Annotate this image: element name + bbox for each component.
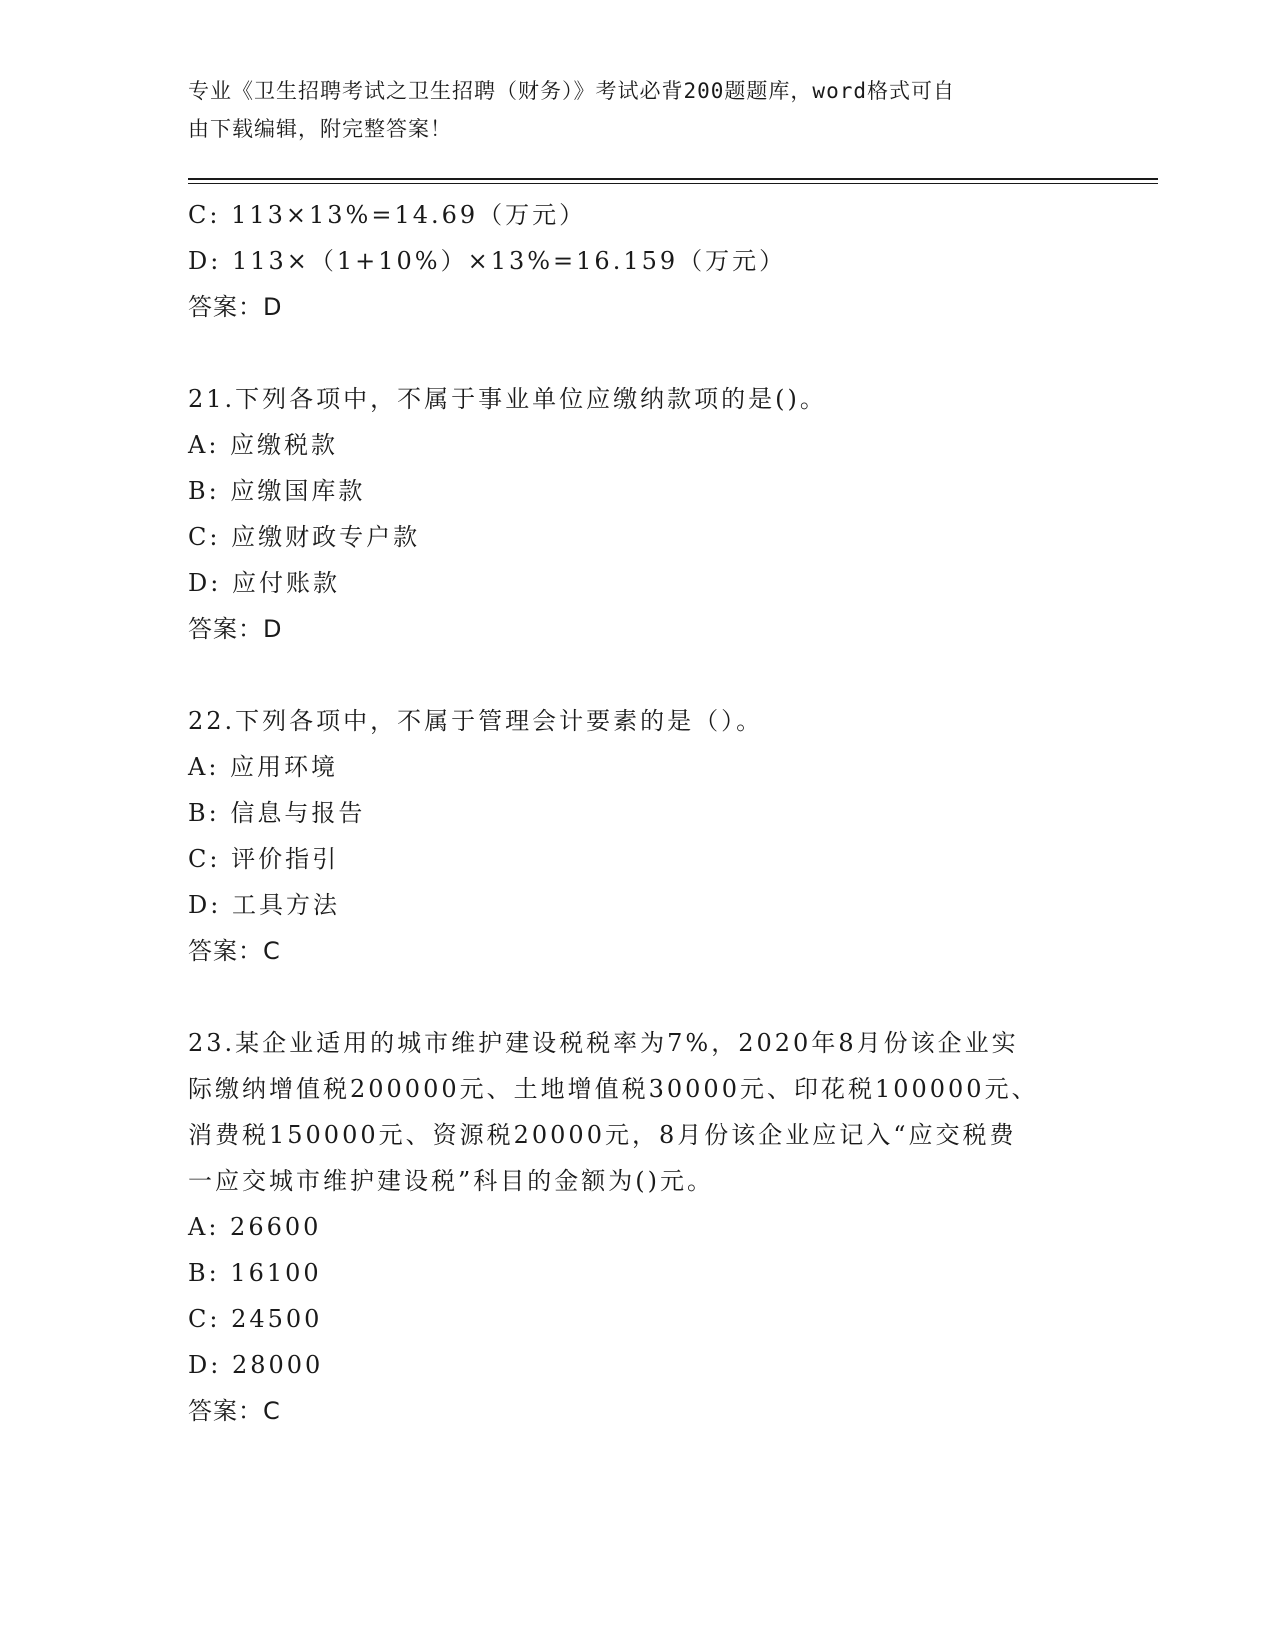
document-header [188, 72, 1068, 148]
answer-line: 答案：D [188, 615, 283, 643]
option-b: B: 信息与报告 [188, 799, 366, 827]
question-block-21 [188, 376, 1068, 652]
question-text-line-3: 消费税150000元、资源税20000元，8月份该企业应记入“应交税费 [188, 1121, 1017, 1149]
question-block-22 [188, 698, 1068, 974]
option-a: A: 应用环境 [188, 753, 339, 781]
answer-line: 答案：C [188, 937, 281, 965]
spacer [188, 652, 1068, 698]
question-list [188, 192, 1068, 1434]
option-c: C: 113×13%=14.69（万元） [188, 201, 587, 229]
answer-line: 答案：C [188, 1397, 281, 1425]
header-divider-thin [188, 183, 1158, 184]
question-text-line-1: 23.某企业适用的城市维护建设税税率为7%，2020年8月份该企业实 [188, 1029, 1019, 1057]
option-a: A: 26600 [188, 1213, 322, 1241]
option-c: C: 应缴财政专户款 [188, 523, 421, 551]
option-b: B: 应缴国库款 [188, 477, 366, 505]
spacer [188, 330, 1068, 376]
header-line-2: 由下载编辑，附完整答案！ [188, 117, 452, 141]
option-b: B: 16100 [188, 1259, 322, 1287]
header-line-1: 专业《卫生招聘考试之卫生招聘（财务）》考试必背200题题库，word格式可自 [188, 79, 955, 103]
question-block-prev [188, 192, 1068, 330]
option-a: A: 应缴税款 [188, 431, 339, 459]
spacer [188, 974, 1068, 1020]
option-c: C: 24500 [188, 1305, 323, 1333]
header-divider-thick [188, 178, 1158, 180]
question-text: 21.下列各项中，不属于事业单位应缴纳款项的是()。 [188, 385, 827, 413]
question-text-line-4: 一应交城市维护建设税”科目的金额为()元。 [188, 1167, 714, 1195]
question-text-line-2: 际缴纳增值税200000元、土地增值税30000元、印花税100000元、 [188, 1075, 1039, 1103]
option-c: C: 评价指引 [188, 845, 340, 873]
option-d: D: 113×（1+10%）×13%=16.159（万元） [188, 247, 787, 275]
question-text: 22.下列各项中，不属于管理会计要素的是（）。 [188, 707, 764, 735]
option-d: D: 应付账款 [188, 569, 340, 597]
option-d: D: 28000 [188, 1351, 324, 1379]
answer-line: 答案：D [188, 293, 283, 321]
question-block-23 [188, 1020, 1068, 1434]
option-d: D: 工具方法 [188, 891, 340, 919]
